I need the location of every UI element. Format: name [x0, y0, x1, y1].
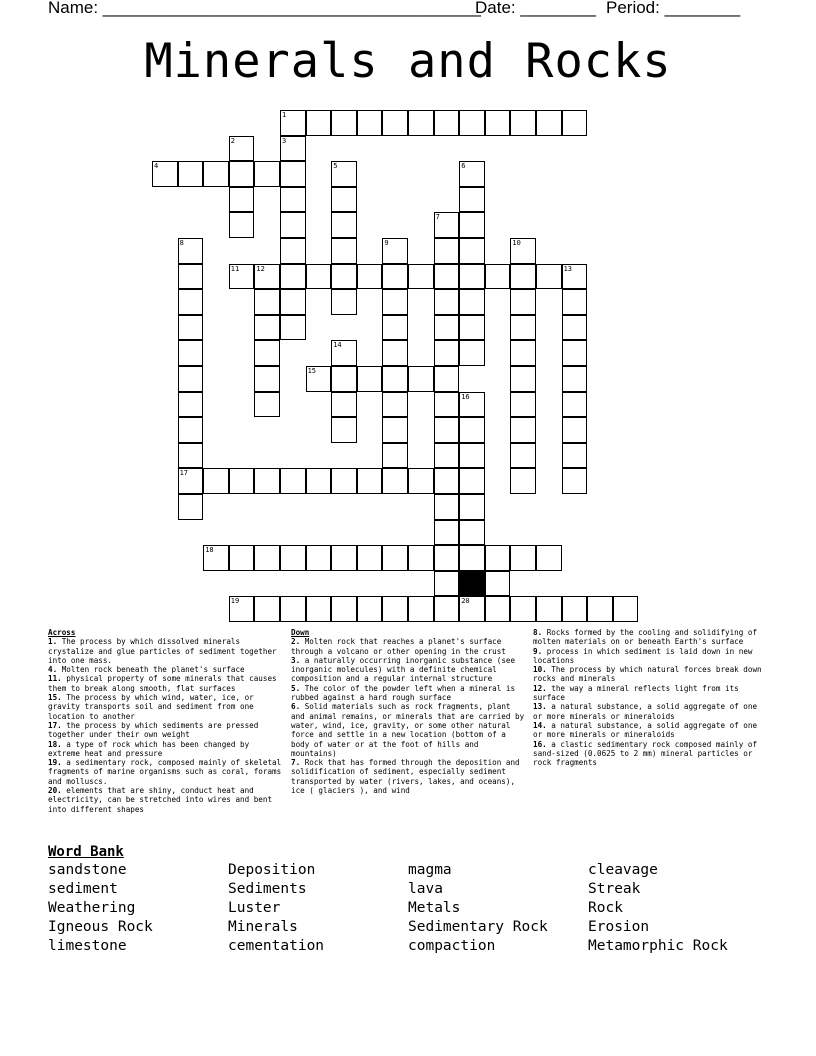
down-clues — [291, 628, 527, 795]
clue-number: 7 — [435, 213, 440, 222]
clue-text: Rocks formed by the cooling and solidifying of molten materials on or beneath Earth's surface — [533, 628, 758, 647]
clue-text: process in which sediment is laid down in new locations — [533, 646, 753, 665]
grid-cell[interactable] — [357, 468, 383, 494]
grid-cell[interactable] — [459, 110, 485, 136]
clue-text: a natural substance, a solid aggregate of one or more minerals or mineraloids — [533, 720, 758, 740]
grid-cell[interactable] — [152, 161, 178, 187]
clue-text: Molten rock that reaches a planet's surface through a volcano or other opening in the crust — [291, 637, 506, 656]
clue-text: elements that are shiny, conduct heat and electricity, can be stretched into wires and bent into different shapes — [48, 786, 273, 814]
grid-cell[interactable] — [459, 468, 485, 494]
grid-cell[interactable] — [562, 110, 588, 136]
word-bank-item: cementation — [228, 938, 325, 954]
clue-item — [291, 656, 527, 684]
grid-cell[interactable] — [510, 110, 536, 136]
grid-cell[interactable] — [280, 596, 306, 622]
grid-cell[interactable] — [459, 417, 485, 443]
clue-item — [48, 665, 283, 674]
grid-cell[interactable] — [280, 238, 306, 264]
clue-number: 16 — [461, 392, 470, 401]
grid-cell[interactable] — [178, 494, 204, 520]
grid-cell[interactable] — [459, 238, 485, 264]
grid-cell[interactable] — [331, 161, 357, 187]
grid-cell[interactable] — [408, 596, 434, 622]
date-field[interactable]: Date: ________ — [475, 0, 596, 17]
grid-cell[interactable] — [331, 417, 357, 443]
grid-cell[interactable] — [331, 187, 357, 213]
grid-cell[interactable] — [434, 315, 460, 341]
clue-item — [533, 647, 767, 666]
grid-cell[interactable] — [434, 468, 460, 494]
grid-cell[interactable] — [434, 596, 460, 622]
grid-cell[interactable] — [229, 136, 255, 162]
grid-cell[interactable] — [178, 392, 204, 418]
grid-cell[interactable] — [459, 520, 485, 546]
grid-cell[interactable] — [613, 596, 639, 622]
grid-cell[interactable] — [562, 340, 588, 366]
clue-item — [48, 721, 283, 740]
grid-cell[interactable] — [229, 212, 255, 238]
grid-cell[interactable] — [510, 264, 536, 290]
clue-text: a clastic sedimentary rock composed mainly of sand-sized (0.0625 to 2 mm) mineral particles or rock fragments — [533, 739, 758, 768]
down-clue-list — [291, 637, 527, 795]
clue-text: Rock that has formed through the deposition and solidification of sediment, especially sediment transported by water (rivers, lakes, and oceans), ice ( glaciers ), and wind — [291, 758, 520, 796]
clue-text: a naturally occurring inorganic substance (see inorganic molecules) with a definite chemical composition and a regular internal structure — [291, 655, 516, 684]
grid-cell[interactable] — [178, 417, 204, 443]
grid-cell[interactable] — [562, 468, 588, 494]
grid-cell[interactable] — [178, 366, 204, 392]
grid-cell[interactable] — [331, 392, 357, 418]
clue-number: 18 — [205, 546, 214, 555]
grid-cell[interactable] — [434, 520, 460, 546]
clue-number: 11. — [48, 674, 62, 684]
grid-cell[interactable] — [229, 187, 255, 213]
grid-cell[interactable] — [331, 468, 357, 494]
grid-cell[interactable] — [280, 136, 306, 162]
grid-cell[interactable] — [434, 340, 460, 366]
grid-cell[interactable] — [510, 392, 536, 418]
grid-cell[interactable] — [408, 264, 434, 290]
clue-item — [48, 637, 283, 665]
clue-number: 17. — [48, 720, 62, 730]
word-bank — [48, 862, 768, 962]
grid-cell[interactable] — [254, 596, 280, 622]
clue-number: 4. — [48, 665, 58, 675]
clue-number: 5. — [291, 683, 301, 693]
word-bank-item: Luster — [228, 900, 281, 916]
clue-text: The color of the powder left when a mineral is rubbed against a hard rough surface — [291, 683, 516, 703]
grid-cell[interactable] — [306, 264, 332, 290]
clue-number: 10 — [512, 239, 521, 247]
grid-cell[interactable] — [434, 289, 460, 315]
word-bank-item: Sediments — [228, 881, 307, 897]
grid-cell[interactable] — [280, 161, 306, 187]
grid-cell[interactable] — [254, 161, 280, 187]
word-bank-item: sediment — [48, 881, 118, 897]
clue-number: 9. — [533, 646, 543, 656]
grid-cell[interactable] — [178, 264, 204, 290]
clue-text: the way a mineral reflects light from its surface — [533, 683, 739, 703]
word-bank-item: lava — [408, 881, 443, 897]
grid-cell[interactable] — [434, 366, 460, 392]
grid-cell[interactable] — [203, 545, 229, 571]
grid-cell[interactable] — [459, 596, 485, 622]
clue-number: 17 — [179, 469, 189, 478]
grid-cell[interactable] — [408, 468, 434, 494]
grid-cell[interactable] — [203, 468, 229, 494]
grid-cell[interactable] — [510, 289, 536, 315]
clue-number: 20. — [48, 786, 62, 796]
grid-cell[interactable] — [229, 596, 255, 622]
clue-text: physical property of some minerals that causes them to break along smooth, flat surfaces — [48, 674, 277, 693]
down-heading: Down — [291, 628, 310, 637]
clue-number: 2. — [291, 637, 301, 647]
clue-number: 20 — [461, 597, 470, 606]
clue-item — [533, 684, 767, 703]
grid-cell[interactable] — [408, 366, 434, 392]
grid-cell[interactable] — [562, 417, 588, 443]
clue-item — [291, 684, 527, 703]
grid-cell[interactable] — [203, 161, 229, 187]
grid-cell[interactable] — [459, 212, 485, 238]
grid-cell[interactable] — [382, 238, 408, 264]
grid-cell[interactable] — [536, 545, 562, 571]
grid-cell[interactable] — [510, 238, 536, 264]
clue-number: 8 — [179, 239, 184, 247]
grid-cell[interactable] — [331, 212, 357, 238]
grid-cell[interactable] — [382, 468, 408, 494]
grid-cell[interactable] — [536, 264, 562, 290]
grid-cell[interactable] — [254, 366, 280, 392]
grid-cell[interactable] — [459, 545, 485, 571]
grid-cell[interactable] — [280, 110, 306, 136]
word-bank-item: Rock — [588, 900, 623, 916]
grid-cell[interactable] — [434, 212, 460, 238]
grid-cell[interactable] — [382, 443, 408, 469]
clue-text: the process by which sediments are pressed together under their own weight — [48, 720, 259, 740]
grid-cell[interactable] — [178, 238, 204, 264]
grid-cell[interactable] — [254, 545, 280, 571]
grid-cell[interactable] — [306, 545, 332, 571]
grid-cell[interactable] — [434, 264, 460, 290]
grid-cell[interactable] — [229, 264, 255, 290]
grid-cell[interactable] — [434, 494, 460, 520]
clue-number: 12. — [533, 683, 547, 693]
grid-cell[interactable] — [357, 264, 383, 290]
grid-cell[interactable] — [510, 366, 536, 392]
name-field[interactable]: Name: ________________________________________ — [48, 0, 481, 17]
clue-text: a type of rock which has been changed by extreme heat and pressure — [48, 739, 250, 758]
grid-cell[interactable] — [254, 289, 280, 315]
clue-text: a sedimentary rock, composed mainly of skeletal fragments of marine organisms such as coral, forams and molluscs. — [48, 758, 282, 786]
grid-cell[interactable] — [434, 238, 460, 264]
clue-number: 4 — [154, 162, 159, 171]
clue-item — [48, 786, 283, 814]
grid-cell[interactable] — [562, 315, 588, 341]
grid-cell[interactable] — [434, 392, 460, 418]
word-bank-item: cleavage — [588, 862, 658, 878]
word-bank-item: Erosion — [588, 919, 650, 935]
clue-item — [533, 740, 767, 768]
clue-item — [533, 665, 767, 684]
clue-number: 3 — [282, 136, 287, 145]
clue-item — [48, 693, 283, 721]
grid-cell[interactable] — [306, 110, 332, 136]
grid-cell[interactable] — [459, 392, 485, 418]
clue-item — [533, 628, 767, 647]
grid-cell[interactable] — [280, 468, 306, 494]
clue-number: 15 — [307, 367, 317, 375]
clue-number: 7. — [291, 758, 301, 768]
grid-cell[interactable] — [434, 443, 460, 469]
grid-cell[interactable] — [536, 110, 562, 136]
grid-cell[interactable] — [434, 571, 460, 597]
grid-cell[interactable] — [254, 315, 280, 341]
word-bank-item: Weathering — [48, 900, 136, 916]
clue-text: The process by which dissolved minerals crystalize and glue particles of sediment together into one mass. — [48, 637, 277, 665]
clue-item — [48, 740, 283, 759]
clue-text: The process by which natural forces break down rocks and minerals — [533, 665, 762, 684]
down-clues-continued — [533, 628, 767, 767]
grid-cell[interactable] — [357, 110, 383, 136]
grid-cell[interactable] — [459, 187, 485, 213]
grid-cell[interactable] — [331, 545, 357, 571]
grid-cell[interactable] — [382, 315, 408, 341]
grid-cell[interactable] — [485, 571, 511, 597]
grid-cell[interactable] — [434, 417, 460, 443]
grid-cell[interactable] — [510, 340, 536, 366]
grid-cell[interactable] — [178, 315, 204, 341]
grid-cell[interactable] — [562, 596, 588, 622]
clue-number: 1 — [282, 111, 287, 119]
clue-item — [533, 702, 767, 721]
grid-cell[interactable] — [331, 238, 357, 264]
grid-cell[interactable] — [254, 468, 280, 494]
clue-number: 13. — [533, 702, 547, 712]
grid-cell[interactable] — [178, 161, 204, 187]
clue-item — [48, 758, 283, 786]
grid-cell[interactable] — [459, 443, 485, 469]
clue-number: 12 — [256, 264, 265, 273]
clue-number: 15. — [48, 693, 62, 703]
word-bank-item: Igneous Rock — [48, 919, 153, 935]
grid-cell[interactable] — [280, 187, 306, 213]
page-title: Minerals and Rocks — [144, 34, 672, 89]
grid-cell[interactable] — [331, 340, 357, 366]
grid-cell[interactable] — [357, 596, 383, 622]
clue-number: 5 — [333, 162, 338, 171]
grid-cell[interactable] — [459, 264, 485, 290]
clue-number: 18. — [48, 739, 62, 749]
grid-cell[interactable] — [382, 110, 408, 136]
grid-cell[interactable] — [562, 392, 588, 418]
grid-cell[interactable] — [434, 545, 460, 571]
grid-cell[interactable] — [485, 264, 511, 290]
clue-number: 14. — [533, 720, 547, 730]
across-clues — [48, 628, 283, 814]
word-bank-item: Minerals — [228, 919, 298, 935]
grid-cell[interactable] — [485, 110, 511, 136]
grid-cell[interactable] — [510, 315, 536, 341]
clue-item — [291, 758, 527, 795]
grid-cell[interactable] — [306, 366, 332, 392]
grid-cell[interactable] — [331, 264, 357, 290]
word-bank-item: Deposition — [228, 862, 316, 878]
clue-number: 11 — [230, 264, 240, 273]
grid-cell[interactable] — [587, 596, 613, 622]
word-bank-item: Metamorphic Rock — [588, 938, 728, 954]
grid-cell[interactable] — [254, 340, 280, 366]
grid-cell[interactable] — [382, 289, 408, 315]
grid-cell[interactable] — [306, 468, 332, 494]
black-square — [459, 571, 485, 597]
grid-cell[interactable] — [357, 366, 383, 392]
grid-cell[interactable] — [229, 468, 255, 494]
clue-number: 3. — [291, 655, 301, 665]
clue-item — [533, 721, 767, 740]
grid-cell[interactable] — [280, 264, 306, 290]
grid-cell[interactable] — [408, 545, 434, 571]
grid-cell[interactable] — [459, 340, 485, 366]
word-bank-item: Streak — [588, 881, 641, 897]
grid-cell[interactable] — [562, 289, 588, 315]
clue-number: 1. — [48, 637, 58, 647]
across-clue-list — [48, 637, 283, 814]
grid-cell[interactable] — [280, 212, 306, 238]
grid-cell[interactable] — [382, 340, 408, 366]
grid-cell[interactable] — [306, 596, 332, 622]
grid-cell[interactable] — [382, 392, 408, 418]
clue-text: Molten rock beneath the planet's surface — [57, 665, 245, 675]
clue-item — [48, 674, 283, 693]
word-bank-item: Metals — [408, 900, 461, 916]
clue-number: 10. — [533, 665, 547, 675]
clue-text: a natural substance, a solid aggregate of one or more minerals or mineraloids — [533, 702, 758, 721]
grid-cell[interactable] — [280, 545, 306, 571]
word-bank-item: magma — [408, 862, 452, 878]
grid-cell[interactable] — [510, 596, 536, 622]
word-bank-item: sandstone — [48, 862, 127, 878]
down-clue-list-continued — [533, 628, 767, 767]
clue-number: 9 — [384, 239, 389, 247]
grid-cell[interactable] — [229, 545, 255, 571]
grid-cell[interactable] — [357, 545, 383, 571]
grid-cell[interactable] — [331, 596, 357, 622]
grid-cell[interactable] — [229, 161, 255, 187]
word-bank-item: Sedimentary Rock — [408, 919, 548, 935]
clue-number: 8. — [533, 628, 543, 637]
grid-cell[interactable] — [562, 443, 588, 469]
grid-cell[interactable] — [254, 264, 280, 290]
grid-cell[interactable] — [254, 392, 280, 418]
grid-cell[interactable] — [382, 264, 408, 290]
clue-number: 19 — [230, 597, 240, 606]
grid-cell[interactable] — [536, 596, 562, 622]
clue-number: 2 — [230, 136, 236, 145]
clue-item — [291, 702, 527, 758]
grid-cell[interactable] — [280, 315, 306, 341]
grid-cell[interactable] — [382, 417, 408, 443]
grid-cell[interactable] — [382, 366, 408, 392]
clue-item — [291, 637, 527, 656]
grid-cell[interactable] — [382, 545, 408, 571]
grid-cell[interactable] — [510, 417, 536, 443]
grid-cell[interactable] — [382, 596, 408, 622]
grid-cell[interactable] — [408, 110, 434, 136]
grid-cell[interactable] — [459, 494, 485, 520]
grid-cell[interactable] — [178, 443, 204, 469]
clue-number: 6 — [461, 162, 466, 171]
clue-text: Solid materials such as rock fragments, plant and animal remains, or minerals that are carried by water, wind, ice, gravity, or some other natural force and settle in a new location (bottom of a body of water or at the foot of hills and mountains) — [291, 702, 525, 758]
word-bank-title: Word Bank — [48, 844, 124, 860]
grid-cell[interactable] — [510, 545, 536, 571]
grid-cell[interactable] — [331, 110, 357, 136]
grid-cell[interactable] — [459, 161, 485, 187]
clue-text: The process by which wind, water, ice, or gravity transports soil and sediment from one location to another — [48, 693, 254, 721]
word-bank-item: limestone — [48, 938, 127, 954]
clue-number: 16. — [533, 739, 547, 749]
grid-cell[interactable] — [485, 596, 511, 622]
grid-cell[interactable] — [331, 366, 357, 392]
grid-cell[interactable] — [510, 468, 536, 494]
grid-cell[interactable] — [459, 315, 485, 341]
grid-cell[interactable] — [562, 264, 588, 290]
grid-cell[interactable] — [280, 289, 306, 315]
clue-number: 14 — [333, 341, 342, 350]
grid-cell[interactable] — [331, 289, 357, 315]
grid-cell[interactable] — [459, 289, 485, 315]
period-field[interactable]: Period: ________ — [606, 0, 741, 17]
word-bank-item: compaction — [408, 938, 496, 954]
grid-cell[interactable] — [485, 545, 511, 571]
grid-cell[interactable] — [562, 366, 588, 392]
grid-cell[interactable] — [178, 340, 204, 366]
clue-number: 19. — [48, 758, 62, 768]
grid-cell[interactable] — [510, 443, 536, 469]
clue-number: 13 — [563, 264, 573, 273]
grid-cell[interactable] — [178, 289, 204, 315]
across-heading: Across — [48, 628, 76, 637]
clue-number: 6. — [291, 702, 301, 712]
grid-cell[interactable] — [178, 468, 204, 494]
grid-cell[interactable] — [434, 110, 460, 136]
